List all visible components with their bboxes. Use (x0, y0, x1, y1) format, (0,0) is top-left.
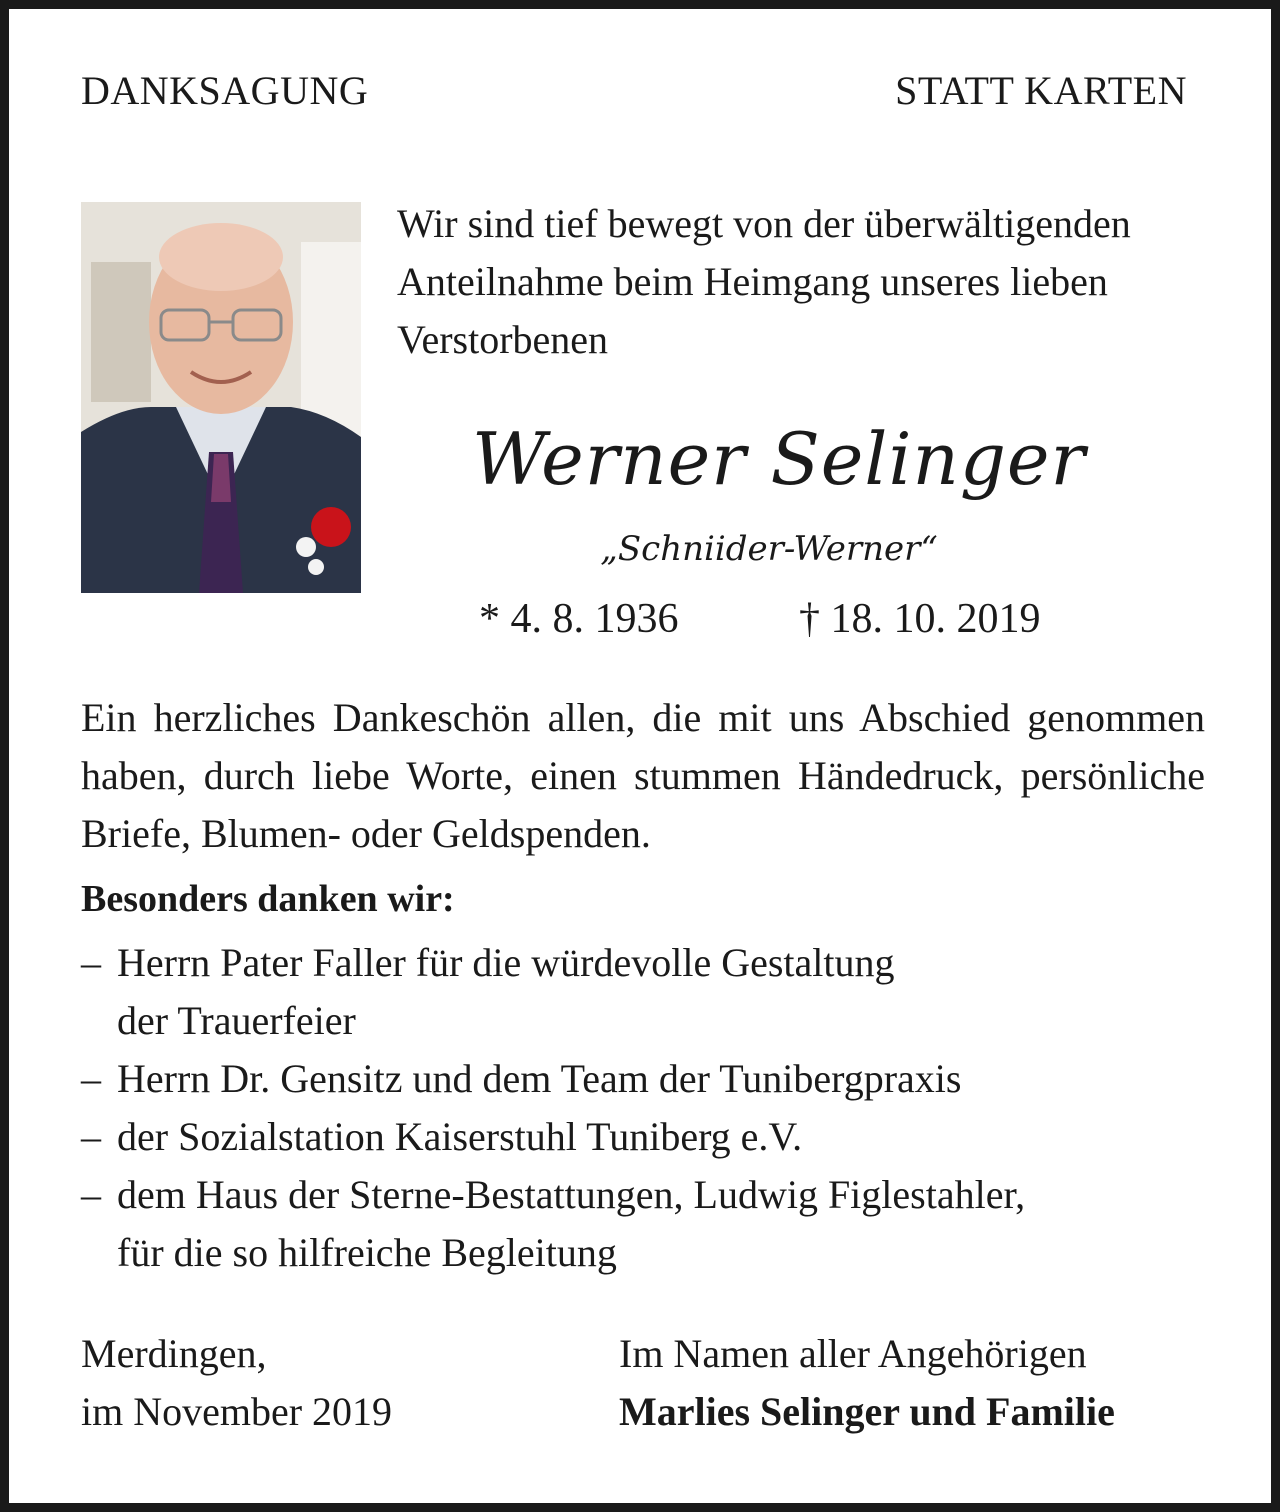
intro-line: Anteilnahme beim Heimgang unseres lieben (397, 259, 1108, 304)
list-item-line: der Trauerfeier (117, 998, 356, 1043)
dash-bullet: – (81, 1114, 101, 1159)
header-statt-karten: STATT KARTEN (895, 68, 1187, 113)
thanks-paragraph: Ein herzliches Dankeschön allen, die mit uns Abschied genommen haben, durch liebe Worte, einen stummen Händedruck, persönliche Briefe, Blumen- oder Geldspenden. (81, 695, 1205, 856)
special-thanks-list (81, 934, 1221, 1282)
intro-line: Wir sind tief bewegt von der überwältigenden (397, 201, 1131, 246)
death-date: † 18. 10. 2019 (799, 596, 1041, 642)
list-item-line: dem Haus der Sterne-Bestattungen, Ludwig Figlestahler, (117, 1172, 1026, 1217)
list-item-line: Herrn Pater Faller für die würdevolle Gestaltung (117, 940, 895, 985)
intro-text (397, 195, 1217, 369)
footer-place-date (81, 1325, 392, 1441)
list-item-line: für die so hilfreiche Begleitung (117, 1230, 617, 1275)
list-item (81, 1108, 1221, 1166)
list-item (81, 1050, 1221, 1108)
list-item-line: der Sozialstation Kaiserstuhl Tuniberg e.V. (117, 1114, 803, 1159)
list-item (81, 934, 1221, 1050)
footer-signature-block (619, 1325, 1115, 1441)
birth-date: * 4. 8. 1936 (479, 596, 679, 642)
footer-signature: Marlies Selinger und Familie (619, 1389, 1115, 1434)
footer-place: Merdingen, (81, 1331, 267, 1376)
deceased-nickname: „Schniider-Werner“ (600, 529, 938, 569)
intro-line: Verstorbenen (397, 317, 609, 362)
list-item (81, 1166, 1221, 1282)
footer-on-behalf: Im Namen aller Angehörigen (619, 1331, 1087, 1376)
special-thanks-heading: Besonders danken wir: (81, 878, 455, 920)
dash-bullet: – (81, 1172, 101, 1217)
dash-bullet: – (81, 1056, 101, 1101)
footer-date: im November 2019 (81, 1389, 393, 1434)
dash-bullet: – (81, 940, 101, 985)
header-danksagung: DANKSAGUNG (81, 68, 369, 113)
deceased-name: Werner Selinger (472, 417, 1086, 501)
list-item-line: Herrn Dr. Gensitz und dem Team der Tunibergpraxis (117, 1056, 962, 1101)
